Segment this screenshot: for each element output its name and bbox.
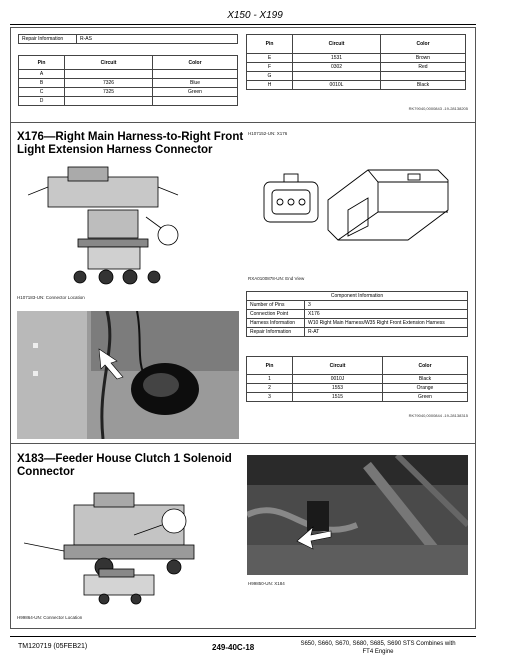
circuit-cell: 0302 (293, 63, 381, 72)
info-label: Connection Point (247, 310, 305, 319)
table-row (247, 63, 466, 72)
color-cell (153, 70, 238, 79)
table-row (247, 328, 468, 337)
top-right-pin-table (246, 34, 466, 90)
col-header: Pin (247, 357, 293, 375)
color-cell (153, 97, 238, 106)
connector-end-view-drawing (258, 160, 458, 270)
color-cell: Orange (383, 384, 468, 393)
circuit-cell (65, 97, 153, 106)
color-cell: Brown (381, 54, 466, 63)
circuit-cell (65, 70, 153, 79)
reference-code: RK79040,0000844 -19-28138315 (408, 413, 468, 418)
section-title-x183 (17, 453, 247, 479)
color-cell: Green (153, 88, 238, 97)
circuit-cell: 0010J (293, 375, 383, 384)
table-row (247, 375, 468, 384)
circuit-cell: 1553 (293, 384, 383, 393)
table-row (247, 81, 466, 90)
col-header: Pin (19, 56, 65, 70)
solenoid-connector-photo (247, 455, 468, 575)
color-cell: Red (381, 63, 466, 72)
component-info-heading: Component Information (247, 292, 468, 301)
col-header: Pin (247, 35, 293, 54)
circuit-cell: 7326 (65, 79, 153, 88)
table-row (247, 393, 468, 402)
pin-cell: E (247, 54, 293, 63)
pin-cell: C (19, 88, 65, 97)
circuit-cell: 1515 (293, 393, 383, 402)
image-caption: RXA0100878-UN: End View (248, 276, 305, 281)
table-row (247, 72, 466, 81)
info-value: W10 Right Main Harness/W35 Right Front Extension Harness (305, 319, 468, 328)
table-row (19, 70, 238, 79)
info-value: X176 (305, 310, 468, 319)
section-title-line: X183—Feeder House Clutch 1 Solenoid (17, 453, 232, 465)
pin-cell: 1 (247, 375, 293, 384)
pin-cell: F (247, 63, 293, 72)
pin-cell: G (247, 72, 293, 81)
section-title-line: Connector (17, 466, 75, 478)
combine-front-illustration (28, 165, 228, 285)
col-header: Circuit (293, 35, 381, 54)
table-row (247, 319, 468, 328)
pin-cell: H (247, 81, 293, 90)
repair-info-value: R-AS (77, 35, 238, 44)
info-value: R-AT (305, 328, 468, 337)
section-title-line: Light Extension Harness Connector (17, 144, 213, 156)
pin-cell: 2 (247, 384, 293, 393)
info-label: Harness Information (247, 319, 305, 328)
table-row (247, 301, 468, 310)
col-header: Circuit (293, 357, 383, 375)
table-row (247, 54, 466, 63)
col-header: Color (383, 357, 468, 375)
pin-cell: B (19, 79, 65, 88)
footer-page-number: 249-40C-18 (212, 643, 255, 652)
repair-info-table (18, 34, 238, 44)
section-divider (10, 122, 476, 123)
footer-model-info (278, 640, 478, 656)
color-cell: Green (383, 393, 468, 402)
info-label: Number of Pins (247, 301, 305, 310)
table-row (247, 384, 468, 393)
color-cell: Black (383, 375, 468, 384)
pin-cell: D (19, 97, 65, 106)
section-title-x176 (17, 131, 247, 157)
connector-location-photo (17, 311, 239, 439)
circuit-cell: 1531 (293, 54, 381, 63)
combine-side-illustration (24, 485, 234, 605)
x176-pin-table (246, 356, 468, 402)
reference-code: RK79040,0000843 -19-28138205 (408, 106, 468, 111)
section-divider (10, 443, 476, 444)
footer-model-line: S650, S660, S670, S680, S685, S690 STS Combines with (300, 641, 456, 647)
pin-cell: A (19, 70, 65, 79)
col-header: Color (381, 35, 466, 54)
image-caption: H99864-UN: Connector Location (17, 615, 83, 620)
footer-model-line: FT4 Engine (362, 649, 394, 655)
col-header: Circuit (65, 56, 153, 70)
component-info-table (246, 291, 468, 337)
info-label: Repair Information (247, 328, 305, 337)
pin-cell: 3 (247, 393, 293, 402)
repair-info-label: Repair Information (19, 35, 77, 44)
page-header-title: X150 - X199 (227, 10, 283, 21)
circuit-cell: 0010L (293, 81, 381, 90)
image-caption: H107183-UN: Connector Location (17, 295, 85, 300)
table-row (19, 79, 238, 88)
col-header: Color (153, 56, 238, 70)
footer-rule (10, 636, 476, 637)
header-rule (10, 24, 476, 25)
circuit-cell (293, 72, 381, 81)
image-caption: H99850-UN: X184 (248, 581, 285, 586)
circuit-cell: 7325 (65, 88, 153, 97)
top-left-pin-table (18, 55, 238, 106)
color-cell: Blue (153, 79, 238, 88)
footer-doc-id: TM120719 (05FEB21) (18, 643, 88, 650)
section-title-line: X176—Right Main Harness-to-Right Front (17, 131, 244, 143)
table-row (19, 97, 238, 106)
color-cell: Black (381, 81, 466, 90)
image-caption: H107152-UN: X176 (248, 131, 288, 136)
info-value: 3 (305, 301, 468, 310)
color-cell (381, 72, 466, 81)
table-row (19, 88, 238, 97)
table-row (247, 310, 468, 319)
